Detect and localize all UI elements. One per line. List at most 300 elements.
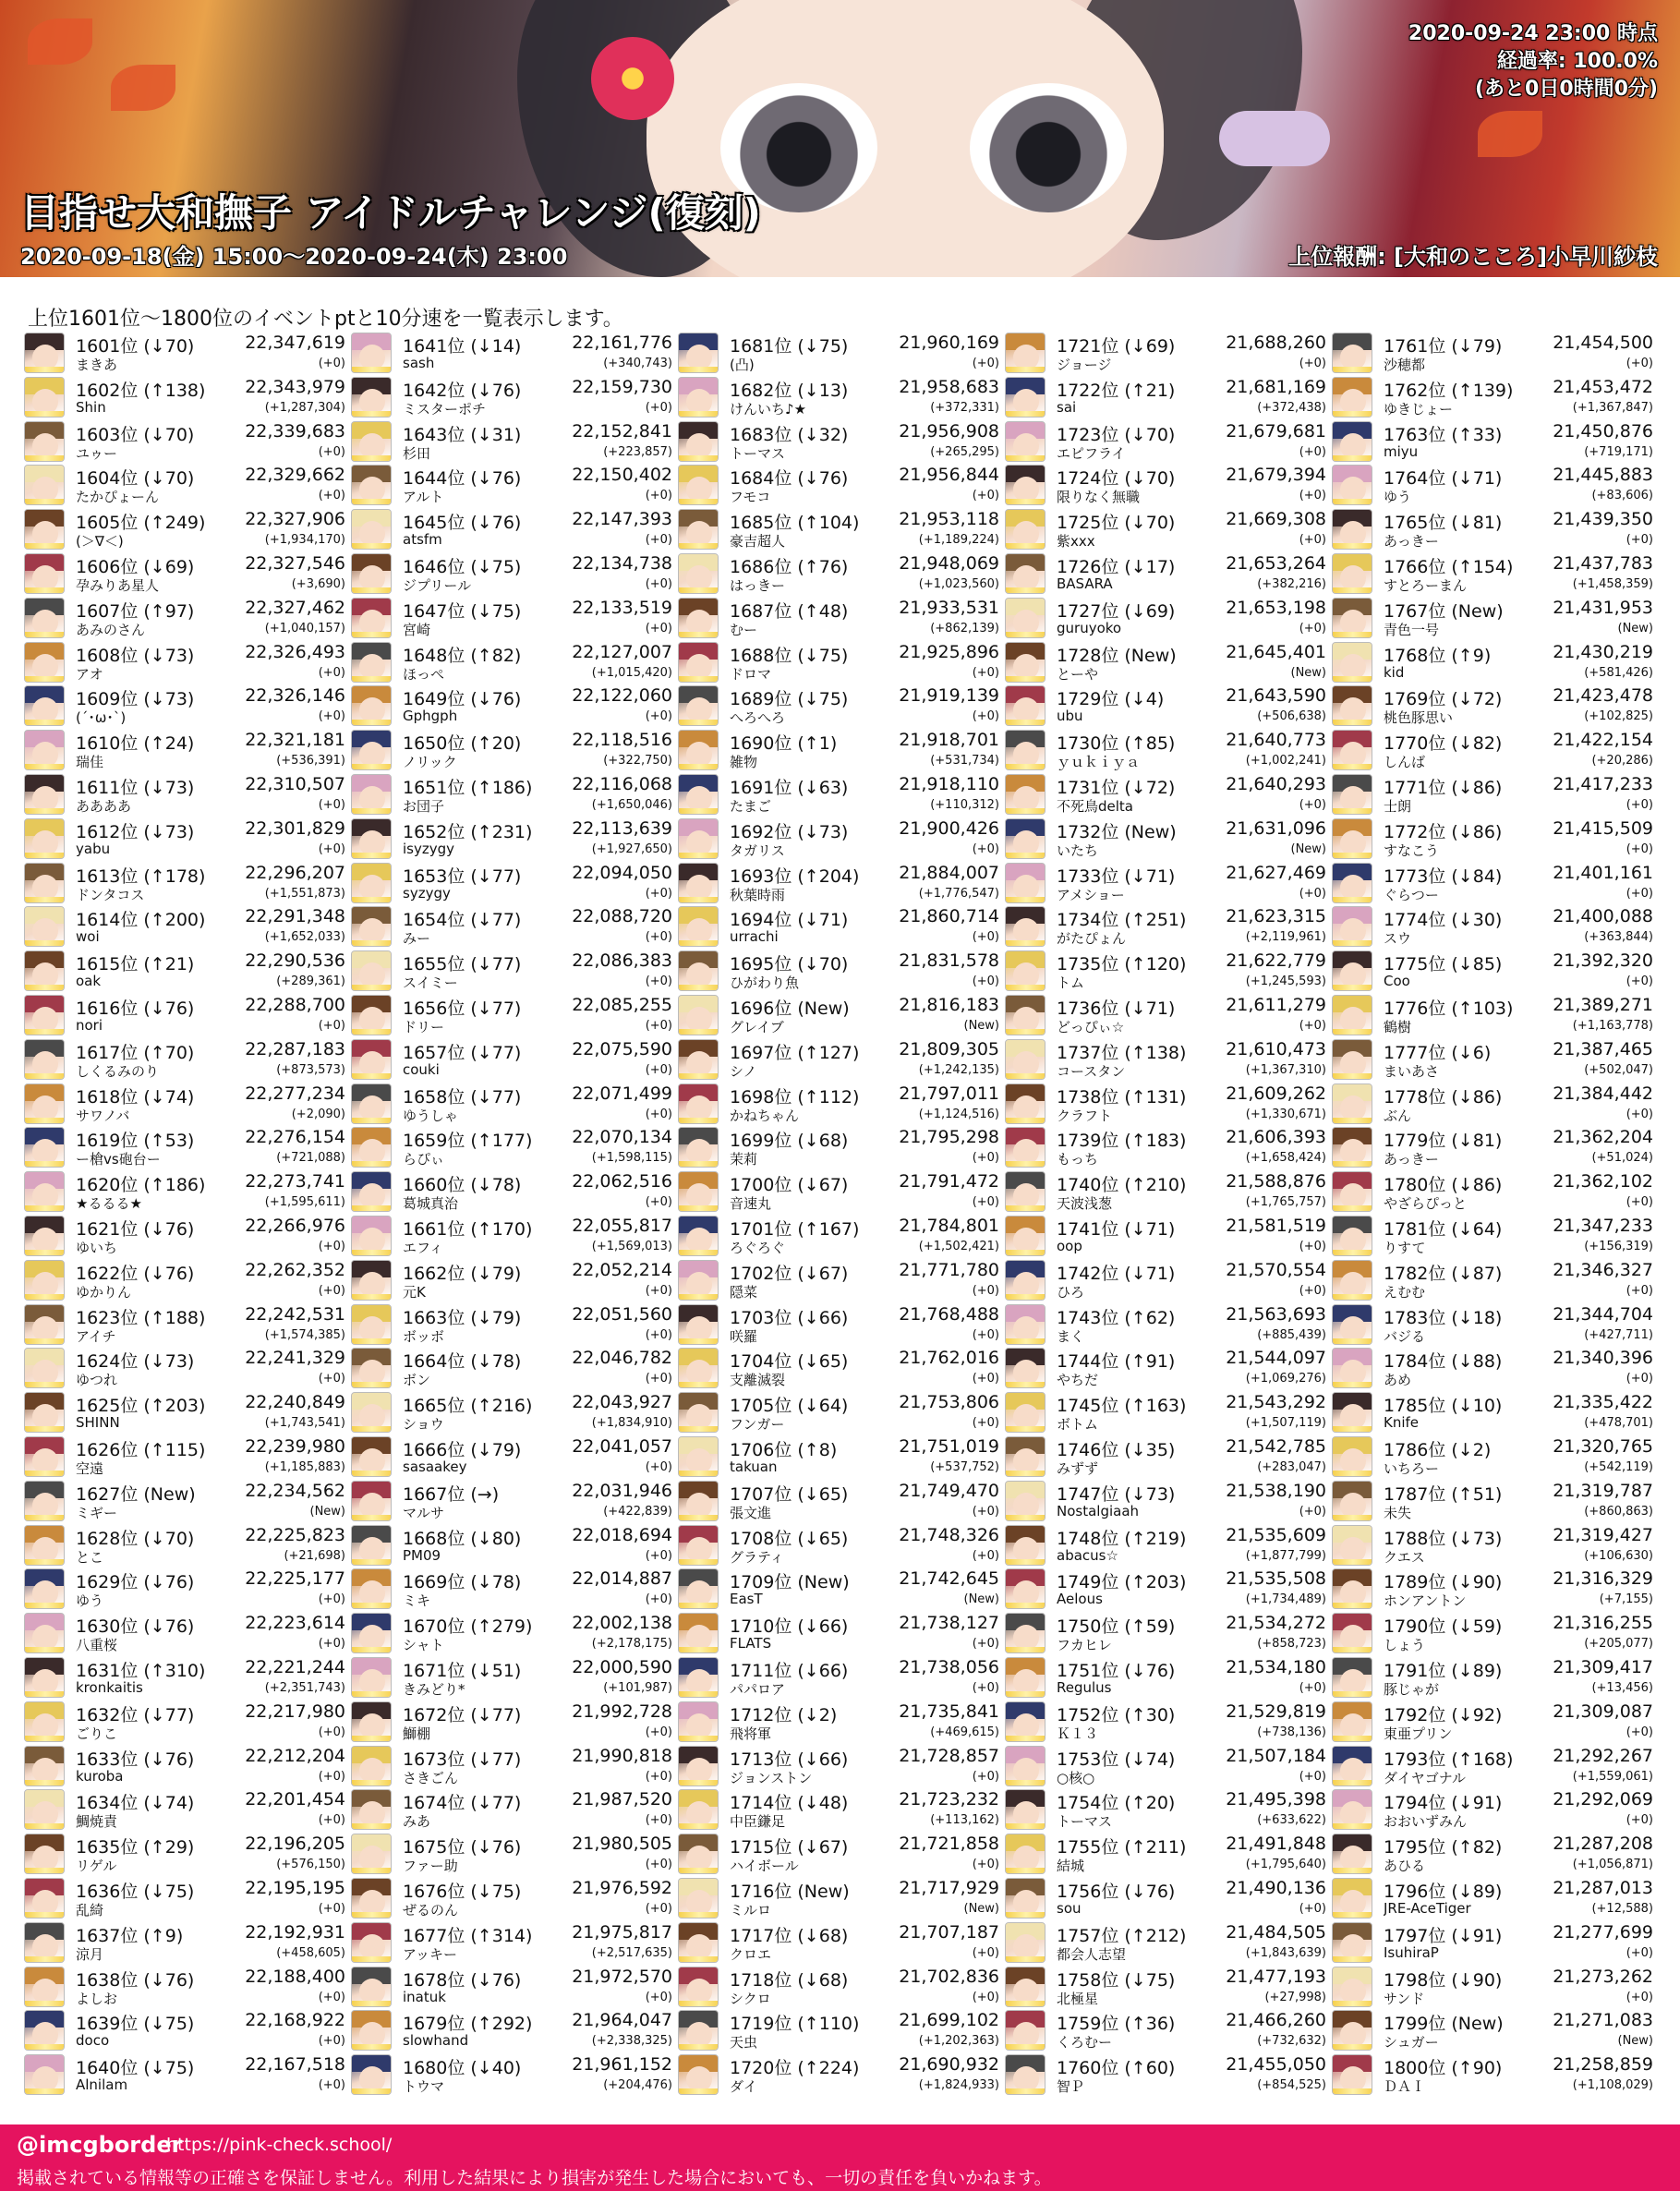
idol-card-icon — [678, 1789, 719, 1830]
event-points: 21,919,139 — [899, 685, 999, 707]
player-name: シクロ — [730, 1990, 771, 2007]
player-name: slowhand — [403, 2032, 469, 2050]
ranking-entry — [24, 463, 347, 507]
event-points: 21,389,271 — [1553, 995, 1653, 1015]
player-name: ー槍vs砲台ー — [76, 1151, 161, 1168]
ten-minute-delta: (+1,040,157) — [264, 621, 345, 636]
rank-label: 1611位 (↓73) — [76, 778, 195, 798]
ten-minute-delta: (+0) — [318, 1725, 345, 1739]
rank-label: 1721位 (↓69) — [1057, 336, 1176, 357]
ribbon-ornament — [1219, 111, 1330, 166]
player-name: やざらぴっと — [1384, 1195, 1468, 1213]
event-points: 21,748,326 — [899, 1524, 999, 1545]
rank-label: 1618位 (↓74) — [76, 1086, 195, 1108]
ranking-column — [678, 331, 1005, 2123]
event-points: 21,392,320 — [1553, 950, 1653, 972]
ten-minute-delta: (+0) — [972, 1637, 999, 1652]
ten-minute-delta: (+0) — [318, 1637, 345, 1652]
ranking-entry — [1005, 1346, 1328, 1390]
event-points: 21,542,785 — [1226, 1436, 1326, 1457]
player-name: 杉田 — [403, 444, 431, 462]
player-name: 桃色豚思い — [1384, 709, 1454, 727]
rank-label: 1674位 (↓77) — [403, 1793, 522, 1814]
player-name: 八重桜 — [76, 1637, 118, 1654]
event-points: 22,134,738 — [572, 553, 672, 574]
ranking-entry — [24, 2008, 347, 2052]
site-link[interactable]: https://pink-check.school/ — [166, 2135, 393, 2155]
ten-minute-delta: (+885,439) — [1257, 1327, 1326, 1342]
ranking-entry — [351, 596, 674, 640]
player-name: ドンタコス — [76, 886, 145, 903]
event-points: 21,975,817 — [572, 1921, 672, 1943]
idol-card-icon — [1005, 465, 1045, 505]
ten-minute-delta: (+1,652,033) — [264, 930, 345, 945]
idol-card-icon — [1005, 995, 1045, 1035]
ranking-entry — [351, 331, 674, 375]
player-name: アオ — [76, 665, 103, 683]
ranking-entry — [1332, 1346, 1655, 1390]
idol-card-icon — [678, 1260, 719, 1301]
rank-label: 1630位 (↓76) — [76, 1616, 195, 1638]
ten-minute-delta: (+0) — [1626, 1283, 1653, 1298]
rank-label: 1778位 (↓86) — [1384, 1086, 1503, 1108]
idol-card-icon — [678, 2054, 719, 2095]
character-eye — [970, 83, 1127, 212]
event-points: 21,992,728 — [572, 1701, 672, 1722]
rank-label: 1718位 (↓68) — [730, 1969, 849, 1991]
ten-minute-delta: (+469,615) — [930, 1725, 999, 1739]
ten-minute-delta: (+719,171) — [1584, 444, 1653, 459]
player-name: フモコ — [730, 489, 771, 506]
rank-label: 1725位 (↓70) — [1057, 513, 1176, 534]
ranking-entry — [351, 1523, 674, 1568]
ranking-grid — [24, 331, 1659, 2123]
idol-card-icon — [24, 1789, 65, 1830]
rank-label: 1700位 (↓67) — [730, 1175, 849, 1196]
player-name: 飛将軍 — [730, 1725, 772, 1742]
player-name: BASARA — [1057, 575, 1113, 592]
ten-minute-delta: (+265,295) — [930, 444, 999, 459]
rank-label: 1786位 (↓2) — [1384, 1440, 1492, 1460]
player-name: 空遠 — [76, 1460, 104, 1477]
event-points: 21,627,469 — [1226, 862, 1326, 883]
ranking-entry — [351, 904, 674, 949]
event-points: 22,288,700 — [245, 995, 345, 1015]
idol-card-icon — [1332, 1746, 1372, 1786]
player-name: nori — [76, 1017, 103, 1034]
player-name: 青色一号 — [1384, 621, 1440, 638]
ten-minute-delta: (+2,351,743) — [264, 1681, 345, 1695]
ranking-entry — [678, 1611, 1001, 1655]
ranking-entry — [24, 1302, 347, 1347]
rank-label: 1749位 (↑203) — [1057, 1572, 1187, 1593]
player-name: パパロア — [730, 1681, 786, 1698]
ranking-entry — [1005, 596, 1328, 640]
ranking-entry — [1332, 949, 1655, 993]
twitter-handle[interactable]: @imcgborder — [17, 2132, 183, 2158]
ten-minute-delta: (+458,605) — [276, 1945, 345, 1960]
ten-minute-delta: (+0) — [972, 1151, 999, 1166]
ranking-entry — [1332, 1744, 1655, 1788]
ranking-entry — [351, 861, 674, 905]
rank-label: 1726位 (↓17) — [1057, 557, 1176, 577]
ten-minute-delta: (+0) — [1626, 841, 1653, 856]
ten-minute-delta: (+0) — [645, 886, 672, 901]
idol-card-icon — [1332, 1789, 1372, 1830]
rank-label: 1796位 (↓89) — [1384, 1882, 1503, 1902]
idol-card-icon — [351, 818, 392, 859]
event-points: 21,809,305 — [899, 1038, 999, 1059]
event-points: 21,771,780 — [899, 1259, 999, 1280]
ten-minute-delta: (+1,367,847) — [1572, 400, 1653, 415]
idol-card-icon — [1005, 774, 1045, 815]
event-points: 22,055,817 — [572, 1216, 672, 1236]
rank-label: 1627位 (New) — [76, 1483, 196, 1505]
ten-minute-delta: (+106,630) — [1584, 1548, 1653, 1563]
idol-card-icon — [678, 818, 719, 859]
intro-text: 上位1601位〜1800位のイベントptと10分速を一覧表示します。 — [28, 308, 623, 331]
ranking-entry — [351, 375, 674, 419]
ten-minute-delta: (New) — [963, 1592, 999, 1607]
ten-minute-delta: (+0) — [645, 1372, 672, 1386]
ten-minute-delta: (+0) — [972, 1945, 999, 1960]
event-points: 21,987,520 — [572, 1789, 672, 1810]
idol-card-icon — [1332, 1613, 1372, 1653]
ranking-entry — [1332, 1258, 1655, 1302]
ranking-entry — [24, 772, 347, 817]
player-name: FLATS — [730, 1635, 772, 1652]
idol-card-icon — [24, 863, 65, 903]
rank-label: 1754位 (↑20) — [1057, 1793, 1176, 1814]
ranking-entry — [24, 1611, 347, 1655]
ranking-entry — [678, 331, 1001, 375]
idol-card-icon — [24, 1657, 65, 1698]
player-name: みー — [403, 930, 431, 948]
ten-minute-delta: (+51,024) — [1591, 1151, 1653, 1166]
player-name: トウマ — [403, 2078, 445, 2096]
idol-card-icon — [351, 1922, 392, 1963]
rank-label: 1774位 (↓30) — [1384, 910, 1503, 931]
player-name: ubu — [1057, 708, 1083, 725]
player-name: ミキ — [403, 1592, 431, 1610]
player-name: 音速丸 — [730, 1195, 772, 1213]
ten-minute-delta: (New) — [1617, 621, 1653, 636]
ten-minute-delta: (+0) — [645, 930, 672, 945]
rank-label: 1656位 (↓77) — [403, 999, 522, 1019]
rank-label: 1622位 (↓76) — [76, 1263, 195, 1284]
event-points: 22,094,050 — [572, 862, 672, 883]
ranking-entry — [351, 1787, 674, 1832]
player-name: ジョージ — [1057, 357, 1112, 373]
event-points: 22,000,590 — [572, 1657, 672, 1677]
rank-label: 1710位 (↓66) — [730, 1616, 849, 1638]
player-name: アルト — [403, 489, 444, 506]
ten-minute-delta: (+1,776,547) — [918, 886, 999, 901]
rank-label: 1636位 (↓75) — [76, 1882, 195, 1902]
rank-label: 1743位 (↑62) — [1057, 1307, 1176, 1328]
player-name: リゲル — [76, 1858, 117, 1875]
idol-card-icon — [678, 685, 719, 726]
player-name: guruyoko — [1057, 619, 1122, 636]
ranking-entry — [1332, 993, 1655, 1037]
rank-label: 1750位 (↑59) — [1057, 1616, 1176, 1638]
rank-label: 1606位 (↓69) — [76, 557, 195, 577]
ten-minute-delta: (New) — [1290, 841, 1326, 856]
player-name: kuroba — [76, 1767, 124, 1785]
player-name: 瑞佳 — [76, 754, 104, 771]
ten-minute-delta: (+478,701) — [1584, 1416, 1653, 1431]
ten-minute-delta: (+0) — [972, 1504, 999, 1519]
player-name: どっぴぃ☆ — [1057, 1019, 1125, 1035]
event-points: 21,490,136 — [1226, 1878, 1326, 1898]
rank-label: 1788位 (↓73) — [1384, 1528, 1503, 1549]
rank-label: 1782位 (↓87) — [1384, 1263, 1503, 1284]
event-points: 22,085,255 — [572, 995, 672, 1015]
idol-card-icon — [1332, 1260, 1372, 1301]
ten-minute-delta: (+1,108,029) — [1572, 2078, 1653, 2093]
idol-card-icon — [1332, 1657, 1372, 1698]
rank-label: 1617位 (↑70) — [76, 1042, 195, 1063]
event-points: 21,980,505 — [572, 1834, 672, 1855]
ten-minute-delta: (+0) — [1626, 1813, 1653, 1828]
ranking-entry — [1332, 1965, 1655, 2009]
ranking-entry — [678, 2052, 1001, 2097]
rank-label: 1687位 (↑48) — [730, 600, 849, 622]
rank-label: 1692位 (↓73) — [730, 821, 849, 842]
ranking-entry — [1005, 1169, 1328, 1214]
ten-minute-delta: (New) — [1290, 665, 1326, 680]
ten-minute-delta: (+0) — [1626, 1107, 1653, 1121]
event-points: 21,735,841 — [899, 1701, 999, 1722]
event-points: 22,276,154 — [245, 1127, 345, 1148]
event-points: 21,387,465 — [1553, 1038, 1653, 1059]
ranking-entry — [24, 640, 347, 684]
rank-label: 1616位 (↓76) — [76, 999, 195, 1019]
rank-label: 1628位 (↓70) — [76, 1528, 195, 1549]
ten-minute-delta: (+581,426) — [1584, 665, 1653, 680]
player-name: Coo — [1384, 973, 1410, 990]
ranking-entry — [1332, 1920, 1655, 1965]
ranking-entry — [24, 1567, 347, 1611]
ten-minute-delta: (+1,507,119) — [1245, 1416, 1326, 1431]
ten-minute-delta: (+20,286) — [1591, 754, 1653, 769]
ten-minute-delta: (+633,622) — [1257, 1813, 1326, 1828]
ranking-entry — [1005, 861, 1328, 905]
idol-card-icon — [1005, 421, 1045, 462]
ranking-entry — [1332, 463, 1655, 507]
player-name: あみのさん — [76, 621, 146, 638]
event-points: 21,570,554 — [1226, 1259, 1326, 1280]
event-points: 22,266,976 — [245, 1216, 345, 1236]
player-name: 秋葉時雨 — [730, 886, 786, 903]
player-name: ゆいち — [76, 1240, 118, 1256]
idol-card-icon — [351, 1127, 392, 1168]
rank-label: 1615位 (↑21) — [76, 954, 195, 975]
idol-card-icon — [1332, 421, 1372, 462]
rank-label: 1637位 (↑9) — [76, 1925, 184, 1946]
ten-minute-delta: (+422,839) — [603, 1504, 672, 1519]
player-name: フカヒレ — [1057, 1637, 1112, 1654]
rank-label: 1723位 (↓70) — [1057, 424, 1176, 445]
player-name: 雑物 — [730, 754, 758, 771]
rank-label: 1649位 (↓76) — [403, 689, 522, 710]
ranking-entry — [1332, 331, 1655, 375]
ten-minute-delta: (+0) — [318, 2034, 345, 2049]
rank-label: 1614位 (↑200) — [76, 910, 206, 931]
idol-card-icon — [351, 1260, 392, 1301]
event-points: 22,051,560 — [572, 1303, 672, 1325]
ten-minute-delta: (+0) — [1299, 1019, 1326, 1033]
player-name: たまご — [730, 798, 772, 815]
player-name: みあ — [403, 1813, 431, 1831]
ten-minute-delta: (+0) — [1626, 1990, 1653, 2004]
event-points: 21,271,083 — [1553, 2010, 1653, 2031]
idol-card-icon — [24, 1392, 65, 1433]
player-name: IsuhiraP — [1384, 1943, 1439, 1961]
rank-label: 1768位 (↑9) — [1384, 645, 1492, 666]
ranking-entry — [24, 1523, 347, 1568]
ten-minute-delta: (+0) — [645, 621, 672, 636]
player-name: エフィ — [403, 1240, 443, 1256]
ranking-entry — [1005, 1479, 1328, 1523]
idol-card-icon — [351, 1348, 392, 1388]
event-points: 21,768,488 — [899, 1303, 999, 1325]
ranking-entry — [678, 551, 1001, 596]
ranking-entry — [351, 1037, 674, 1082]
ranking-entry — [24, 728, 347, 772]
ranking-entry — [1005, 684, 1328, 728]
ranking-entry — [1332, 1523, 1655, 1568]
rank-label: 1719位 (↑110) — [730, 2014, 860, 2035]
ranking-entry — [24, 1744, 347, 1788]
ranking-entry — [1005, 1125, 1328, 1169]
event-points: 21,610,473 — [1226, 1038, 1326, 1059]
player-name: ゆかりん — [76, 1283, 132, 1301]
event-points: 21,287,013 — [1553, 1878, 1653, 1898]
event-points: 21,292,267 — [1553, 1745, 1653, 1766]
rank-label: 1690位 (↑1) — [730, 733, 838, 755]
event-points: 22,071,499 — [572, 1083, 672, 1104]
ranking-entry — [24, 861, 347, 905]
ranking-entry — [1332, 1214, 1655, 1258]
ten-minute-delta: (+1,015,420) — [591, 665, 672, 680]
event-points: 22,147,393 — [572, 509, 672, 530]
ten-minute-delta: (+0) — [645, 1283, 672, 1298]
event-points: 21,956,844 — [899, 465, 999, 486]
event-points: 21,445,883 — [1553, 465, 1653, 486]
player-name: 支離滅裂 — [730, 1372, 786, 1389]
rank-label: 1621位 (↓76) — [76, 1219, 195, 1240]
rank-label: 1605位 (↑249) — [76, 513, 206, 534]
rank-label: 1773位 (↓84) — [1384, 866, 1503, 887]
ten-minute-delta: (+1,743,541) — [264, 1416, 345, 1431]
event-points: 21,956,908 — [899, 420, 999, 442]
ten-minute-delta: (New) — [963, 1902, 999, 1916]
ten-minute-delta: (+2,119,961) — [1245, 930, 1326, 945]
idol-card-icon — [678, 465, 719, 505]
rank-label: 1655位 (↓77) — [403, 954, 522, 975]
rank-label: 1791位 (↓89) — [1384, 1661, 1503, 1681]
ranking-entry — [1005, 993, 1328, 1037]
rank-label: 1681位 (↓75) — [730, 336, 849, 357]
event-points: 21,277,699 — [1553, 1921, 1653, 1943]
event-points: 21,450,876 — [1553, 420, 1653, 442]
player-name: ゆうしゃ — [403, 1107, 459, 1124]
ranking-entry — [24, 1258, 347, 1302]
event-points: 21,681,169 — [1226, 376, 1326, 397]
ranking-entry — [678, 1125, 1001, 1169]
rank-label: 1722位 (↑21) — [1057, 380, 1176, 401]
ten-minute-delta: (+0) — [645, 1902, 672, 1916]
rank-label: 1619位 (↑53) — [76, 1131, 195, 1152]
player-name: ろぐろぐ — [730, 1240, 786, 1256]
ten-minute-delta: (+1,287,304) — [264, 400, 345, 415]
ten-minute-delta: (+363,844) — [1584, 930, 1653, 945]
idol-card-icon — [351, 1216, 392, 1256]
event-points: 22,152,841 — [572, 420, 672, 442]
idol-card-icon — [24, 950, 65, 991]
player-name: ジプリール — [403, 577, 472, 594]
rank-label: 1708位 (↓65) — [730, 1528, 849, 1549]
ten-minute-delta: (+536,391) — [276, 754, 345, 769]
ranking-entry — [24, 817, 347, 861]
ranking-entry — [678, 507, 1001, 551]
event-points: 21,431,953 — [1553, 597, 1653, 618]
ten-minute-delta: (+283,047) — [1257, 1460, 1326, 1474]
idol-card-icon — [24, 2010, 65, 2051]
ten-minute-delta: (+102,825) — [1584, 709, 1653, 724]
idol-card-icon — [24, 1436, 65, 1477]
ranking-entry — [1005, 1611, 1328, 1655]
idol-card-icon — [1005, 730, 1045, 770]
event-points: 21,762,016 — [899, 1348, 999, 1369]
event-points: 22,122,060 — [572, 685, 672, 707]
ranking-entry — [351, 1479, 674, 1523]
ten-minute-delta: (+0) — [1626, 1372, 1653, 1386]
rank-label: 1771位 (↓86) — [1384, 778, 1503, 798]
ranking-entry — [678, 1082, 1001, 1126]
ten-minute-delta: (+0) — [972, 1283, 999, 1298]
idol-card-icon — [351, 465, 392, 505]
rank-label: 1746位 (↓35) — [1057, 1440, 1176, 1460]
player-name: 天虫 — [730, 2034, 758, 2052]
rank-label: 1763位 (↑33) — [1384, 424, 1503, 445]
ranking-entry — [678, 1302, 1001, 1347]
event-points: 22,212,204 — [245, 1745, 345, 1766]
ranking-entry — [351, 1700, 674, 1744]
ranking-entry — [1005, 551, 1328, 596]
ten-minute-delta: (+0) — [318, 1592, 345, 1607]
player-name: シュガー — [1384, 2034, 1439, 2052]
ranking-entry — [1005, 1302, 1328, 1347]
rank-label: 1653位 (↓77) — [403, 866, 522, 887]
ten-minute-delta: (+0) — [972, 1858, 999, 1872]
idol-card-icon — [351, 642, 392, 683]
ten-minute-delta: (+289,361) — [276, 974, 345, 989]
ranking-entry — [678, 1037, 1001, 1082]
event-points: 21,976,592 — [572, 1878, 672, 1898]
player-name: トーマス — [730, 444, 786, 462]
ten-minute-delta: (+1,658,424) — [1245, 1151, 1326, 1166]
ranking-entry — [1005, 1965, 1328, 2009]
rank-label: 1680位 (↓40) — [403, 2058, 522, 2079]
player-name: 涼月 — [76, 1945, 104, 1963]
idol-card-icon — [1005, 1525, 1045, 1566]
idol-card-icon — [678, 774, 719, 815]
event-points: 21,738,056 — [899, 1657, 999, 1677]
ten-minute-delta: (+860,863) — [1584, 1504, 1653, 1519]
ranking-entry — [678, 1434, 1001, 1479]
